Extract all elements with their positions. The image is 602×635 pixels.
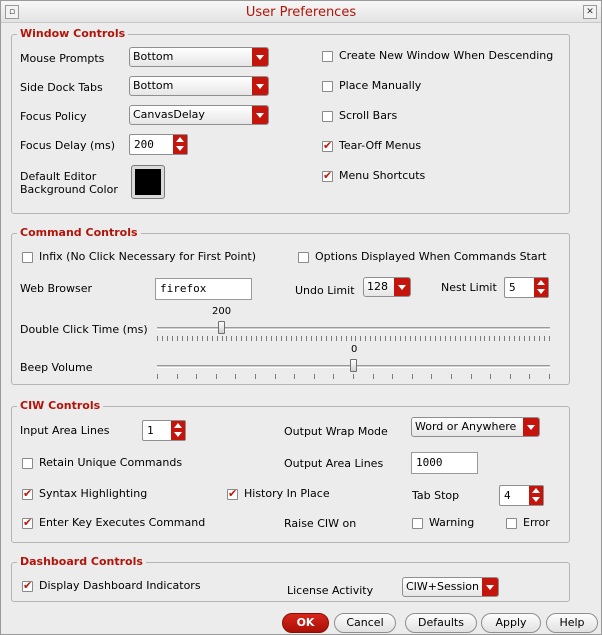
slider-tick: [370, 336, 371, 341]
slider-tick: [440, 336, 441, 341]
tab-stop-label: Tab Stop: [412, 489, 460, 502]
slider-tick: [519, 336, 520, 341]
beep-volume-value: 0: [351, 344, 358, 355]
retain-unique-commands-label: Retain Unique Commands: [39, 456, 183, 469]
slider-tick: [351, 336, 352, 341]
slider-tick: [321, 336, 322, 341]
slider-tick: [251, 336, 252, 341]
slider-tick: [311, 336, 312, 341]
slider-tick: [157, 336, 158, 341]
scroll-bars-label: Scroll Bars: [339, 109, 398, 122]
slider-tick: [395, 336, 396, 341]
slider-tick: [475, 336, 476, 341]
slider-tick: [167, 336, 168, 341]
double-click-time-handle[interactable]: [218, 321, 225, 334]
display-dashboard-indicators-checkbox[interactable]: [22, 581, 33, 592]
output-wrap-mode-value: Word or Anywhere: [415, 420, 517, 433]
window-title: User Preferences: [245, 5, 357, 20]
chevron-down-icon: [252, 77, 268, 95]
focus-delay-spinbox[interactable]: [129, 134, 188, 155]
tear-off-menus-label: Tear-Off Menus: [339, 139, 422, 152]
slider-tick: [431, 374, 432, 379]
slider-tick: [455, 336, 456, 341]
slider-tick: [346, 336, 347, 341]
spin-arrows-icon[interactable]: [171, 421, 185, 440]
side-dock-tabs-value: Bottom: [133, 79, 174, 92]
undo-limit-label: Undo Limit: [295, 284, 355, 297]
slider-tick: [291, 336, 292, 341]
slider-tick: [539, 336, 540, 341]
menu-shortcuts-checkbox[interactable]: [322, 171, 333, 182]
slider-tick: [296, 336, 297, 341]
options-displayed-label: Options Displayed When Commands Start: [315, 250, 547, 263]
slider-tick: [226, 336, 227, 341]
help-button[interactable]: Help: [546, 613, 598, 633]
slider-tick: [412, 374, 413, 379]
slider-tick: [301, 336, 302, 341]
nest-limit-spinbox[interactable]: [504, 277, 549, 298]
spin-arrows-icon[interactable]: [534, 278, 548, 297]
slider-tick: [375, 336, 376, 341]
slider-tick: [246, 336, 247, 341]
double-click-time-ticks: [157, 336, 550, 342]
slider-tick: [544, 336, 545, 341]
slider-tick: [360, 336, 361, 341]
web-browser-label: Web Browser: [20, 282, 93, 295]
slider-tick: [534, 336, 535, 341]
slider-tick: [294, 374, 295, 379]
ciw-controls-title: CIW Controls: [17, 399, 103, 412]
chevron-down-icon: [482, 578, 498, 596]
output-wrap-mode-label: Output Wrap Mode: [284, 425, 388, 438]
slider-tick: [385, 336, 386, 341]
slider-tick: [510, 374, 511, 379]
slider-tick: [489, 336, 490, 341]
slider-tick: [236, 336, 237, 341]
output-area-lines-input[interactable]: 1000: [411, 452, 478, 474]
beep-volume-handle[interactable]: [350, 359, 357, 372]
create-new-window-checkbox[interactable]: [322, 51, 333, 62]
chevron-down-icon: [252, 106, 268, 124]
slider-tick: [471, 374, 472, 379]
create-new-window-label: Create New Window When Descending: [339, 49, 554, 62]
slider-tick: [157, 374, 158, 379]
default-editor-bg-label-1: Default Editor: [20, 170, 97, 183]
slider-tick: [271, 336, 272, 341]
scroll-bars-checkbox[interactable]: [322, 111, 333, 122]
slider-tick: [460, 336, 461, 341]
slider-tick: [392, 374, 393, 379]
slider-tick: [529, 374, 530, 379]
undo-limit-value: 128: [367, 280, 388, 293]
slider-tick: [333, 374, 334, 379]
slider-tick: [255, 374, 256, 379]
slider-tick: [514, 336, 515, 341]
chevron-down-icon: [523, 418, 539, 436]
warning-checkbox[interactable]: [412, 518, 423, 529]
slider-tick: [425, 336, 426, 341]
slider-tick: [187, 336, 188, 341]
spin-arrows-icon[interactable]: [529, 486, 543, 505]
slider-tick: [341, 336, 342, 341]
double-click-time-label: Double Click Time (ms): [20, 323, 148, 336]
slider-tick: [365, 336, 366, 341]
slider-tick: [231, 336, 232, 341]
slider-tick: [212, 336, 213, 341]
input-area-lines-label: Input Area Lines: [20, 424, 110, 437]
slider-tick: [373, 374, 374, 379]
slider-tick: [241, 336, 242, 341]
window-controls-title: Window Controls: [17, 27, 128, 40]
slider-tick: [435, 336, 436, 341]
focus-policy-value: CanvasDelay: [133, 108, 205, 121]
focus-delay-label: Focus Delay (ms): [20, 139, 115, 152]
slider-tick: [430, 336, 431, 341]
slider-tick: [415, 336, 416, 341]
cancel-button[interactable]: Cancel: [334, 613, 396, 633]
slider-tick: [504, 336, 505, 341]
infix-label: Infix (No Click Necessary for First Point): [39, 250, 257, 263]
slider-tick: [192, 336, 193, 341]
slider-tick: [549, 374, 550, 379]
window-menu-icon[interactable]: ▫: [5, 5, 19, 19]
slider-tick: [465, 336, 466, 341]
slider-tick: [162, 336, 163, 341]
web-browser-input[interactable]: firefox: [155, 278, 252, 300]
slider-tick: [450, 336, 451, 341]
slider-tick: [480, 336, 481, 341]
retain-unique-commands-checkbox[interactable]: [22, 458, 33, 469]
options-displayed-checkbox[interactable]: [298, 252, 309, 263]
defaults-button[interactable]: Defaults: [405, 613, 477, 633]
spin-arrows-icon[interactable]: [173, 135, 187, 154]
slider-tick: [235, 374, 236, 379]
title-bar: [1, 1, 601, 23]
slider-tick: [484, 336, 485, 341]
output-area-lines-label: Output Area Lines: [284, 457, 384, 470]
focus-policy-label: Focus Policy: [20, 110, 87, 123]
slider-tick: [261, 336, 262, 341]
double-click-time-track[interactable]: [157, 327, 550, 330]
menu-shortcuts-label: Menu Shortcuts: [339, 169, 426, 182]
input-area-lines-value: 1: [147, 424, 154, 437]
beep-volume-label: Beep Volume: [20, 361, 93, 374]
tab-stop-spinbox[interactable]: [499, 485, 544, 506]
slider-tick: [410, 336, 411, 341]
slider-tick: [336, 336, 337, 341]
output-wrap-mode-dropdown[interactable]: [411, 417, 540, 437]
mouse-prompts-label: Mouse Prompts: [20, 52, 105, 65]
slider-tick: [177, 336, 178, 341]
slider-tick: [331, 336, 332, 341]
place-manually-label: Place Manually: [339, 79, 422, 92]
slider-tick: [197, 336, 198, 341]
side-dock-tabs-label: Side Dock Tabs: [20, 81, 103, 94]
slider-tick: [314, 374, 315, 379]
license-activity-value: CIW+Session: [406, 580, 479, 593]
apply-button[interactable]: Apply: [481, 613, 541, 633]
slider-tick: [499, 336, 500, 341]
slider-tick: [216, 374, 217, 379]
slider-tick: [451, 374, 452, 379]
slider-tick: [222, 336, 223, 341]
double-click-time-value: 200: [212, 306, 232, 317]
error-label: Error: [523, 516, 550, 529]
slider-tick: [355, 336, 356, 341]
slider-tick: [405, 336, 406, 341]
mouse-prompts-dropdown[interactable]: [129, 47, 269, 67]
syntax-highlighting-label: Syntax Highlighting: [39, 487, 148, 500]
infix-checkbox[interactable]: [22, 252, 33, 263]
slider-tick: [445, 336, 446, 341]
chevron-down-icon: [252, 48, 268, 66]
slider-tick: [549, 336, 550, 341]
undo-limit-dropdown[interactable]: [363, 277, 411, 297]
slider-tick: [202, 336, 203, 341]
slider-tick: [281, 336, 282, 341]
slider-tick: [256, 336, 257, 341]
nest-limit-label: Nest Limit: [441, 281, 497, 294]
slider-tick: [400, 336, 401, 341]
command-controls-title: Command Controls: [17, 226, 141, 239]
slider-tick: [182, 336, 183, 341]
slider-tick: [524, 336, 525, 341]
slider-tick: [207, 336, 208, 341]
slider-tick: [390, 336, 391, 341]
slider-tick: [217, 336, 218, 341]
slider-tick: [275, 374, 276, 379]
warning-label: Warning: [429, 516, 475, 529]
background-color-swatch[interactable]: [131, 165, 165, 199]
tab-stop-value: 4: [504, 489, 511, 502]
chevron-down-icon: [394, 278, 410, 296]
beep-volume-ticks: [157, 374, 550, 380]
slider-tick: [172, 336, 173, 341]
slider-tick: [470, 336, 471, 341]
close-icon[interactable]: ✕: [583, 5, 597, 19]
license-activity-label: License Activity: [287, 584, 374, 597]
license-activity-dropdown[interactable]: [402, 577, 499, 597]
slider-tick: [306, 336, 307, 341]
error-checkbox[interactable]: [506, 518, 517, 529]
syntax-highlighting-checkbox[interactable]: [22, 489, 33, 500]
dashboard-controls-title: Dashboard Controls: [17, 555, 146, 568]
slider-tick: [490, 374, 491, 379]
slider-tick: [420, 336, 421, 341]
side-dock-tabs-dropdown[interactable]: [129, 76, 269, 96]
slider-tick: [380, 336, 381, 341]
input-area-lines-spinbox[interactable]: [142, 420, 186, 441]
slider-tick: [276, 336, 277, 341]
slider-tick: [196, 374, 197, 379]
color-preview: [135, 169, 161, 195]
raise-ciw-on-label: Raise CIW on: [284, 517, 357, 530]
enter-key-executes-checkbox[interactable]: [22, 518, 33, 529]
display-dashboard-indicators-label: Display Dashboard Indicators: [39, 579, 201, 592]
tear-off-menus-checkbox[interactable]: [322, 141, 333, 152]
history-in-place-checkbox[interactable]: [227, 489, 238, 500]
ok-button[interactable]: OK: [282, 613, 329, 633]
slider-tick: [316, 336, 317, 341]
nest-limit-value: 5: [509, 281, 516, 294]
slider-tick: [326, 336, 327, 341]
slider-tick: [509, 336, 510, 341]
slider-tick: [177, 374, 178, 379]
default-editor-bg-label-2: Background Color: [20, 183, 118, 196]
history-in-place-label: History In Place: [244, 487, 330, 500]
focus-policy-dropdown[interactable]: [129, 105, 269, 125]
slider-tick: [494, 336, 495, 341]
slider-tick: [266, 336, 267, 341]
slider-tick: [286, 336, 287, 341]
place-manually-checkbox[interactable]: [322, 81, 333, 92]
mouse-prompts-value: Bottom: [133, 50, 174, 63]
enter-key-executes-label: Enter Key Executes Command: [39, 516, 206, 529]
slider-tick: [353, 374, 354, 379]
slider-tick: [529, 336, 530, 341]
focus-delay-value: 200: [134, 138, 154, 151]
